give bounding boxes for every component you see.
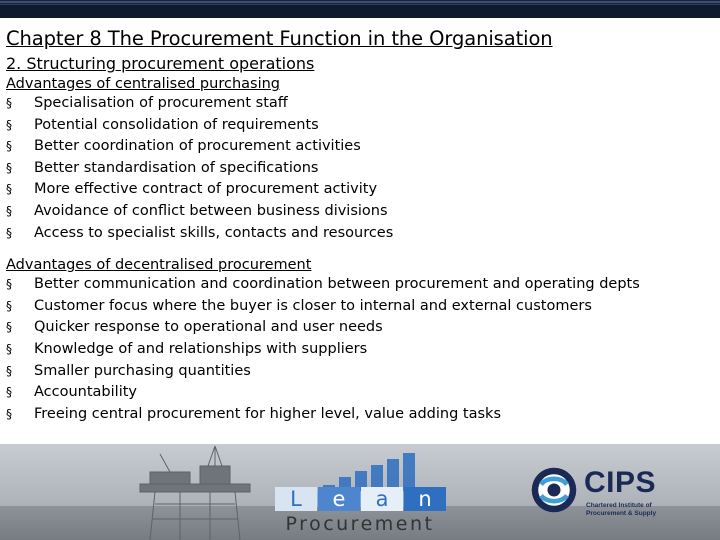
list-item: § Better communication and coordination between procurement and operating depts: [6, 274, 714, 296]
lean-procurement-logo: [275, 451, 445, 537]
bullet-icon: §: [6, 363, 12, 378]
bullet-icon: §: [6, 320, 12, 335]
cips-wordmark: CIPS: [584, 466, 657, 499]
oil-rig-illustration: [120, 444, 270, 540]
cips-globe-icon: [528, 464, 580, 516]
bullet-icon: §: [6, 203, 12, 218]
bullet-icon: §: [6, 225, 12, 240]
bullet-icon: §: [6, 298, 12, 313]
list-item: § Accountability: [6, 382, 714, 404]
decentralised-list: [6, 274, 714, 425]
list-item: § Potential consolidation of requirements: [6, 115, 714, 137]
list-item: § Specialisation of procurement staff: [6, 93, 714, 115]
bullet-icon: §: [6, 341, 12, 356]
section-spacer: [6, 244, 714, 256]
bullet-icon: §: [6, 117, 12, 132]
list-item: § Avoidance of conflict between business divisions: [6, 201, 714, 223]
lean-letter-a: a: [361, 487, 403, 511]
cips-logo: [528, 464, 678, 534]
list-item: § More effective contract of procurement activity: [6, 179, 714, 201]
header-bar-inner: [0, 4, 720, 18]
lean-letter-tiles: [275, 487, 445, 513]
bullet-icon: §: [6, 182, 12, 197]
slide-content: [6, 26, 714, 425]
list-item: § Better standardisation of specifications: [6, 158, 714, 180]
slide-title: Chapter 8 The Procurement Function in the Organisation: [6, 27, 553, 50]
lean-letter-n: n: [404, 487, 446, 511]
decentralised-heading: Advantages of decentralised procurement: [6, 257, 312, 274]
list-item: § Freeing central procurement for higher level, value adding tasks: [6, 404, 714, 426]
lean-logo-word: Procurement: [285, 513, 435, 535]
cips-subtitle: Chartered Institute of Procurement & Supply: [586, 502, 657, 517]
bullet-icon: §: [6, 96, 12, 110]
bullet-icon: §: [6, 139, 12, 154]
list-item: § Customer focus where the buyer is closer to internal and external customers: [6, 296, 714, 318]
footer-banner: [0, 444, 720, 540]
list-item: § Smaller purchasing quantities: [6, 361, 714, 383]
list-item: § Quicker response to operational and user needs: [6, 317, 714, 339]
list-item: § Access to specialist skills, contacts and resources: [6, 223, 714, 245]
lean-letter-l: L: [275, 487, 317, 511]
bullet-icon: §: [6, 160, 12, 175]
centralised-heading: Advantages of centralised purchasing: [6, 76, 280, 92]
slide-subtitle: 2. Structuring procurement operations: [6, 54, 315, 73]
header-stripe: [0, 1, 720, 3]
header-bar: [0, 0, 720, 18]
bullet-icon: §: [6, 277, 12, 292]
bullet-icon: §: [6, 385, 12, 400]
list-item: § Better coordination of procurement activities: [6, 136, 714, 158]
lean-letter-e: e: [318, 487, 360, 511]
centralised-list: [6, 93, 714, 244]
list-item: § Knowledge of and relationships with suppliers: [6, 339, 714, 361]
bullet-icon: §: [6, 406, 12, 421]
